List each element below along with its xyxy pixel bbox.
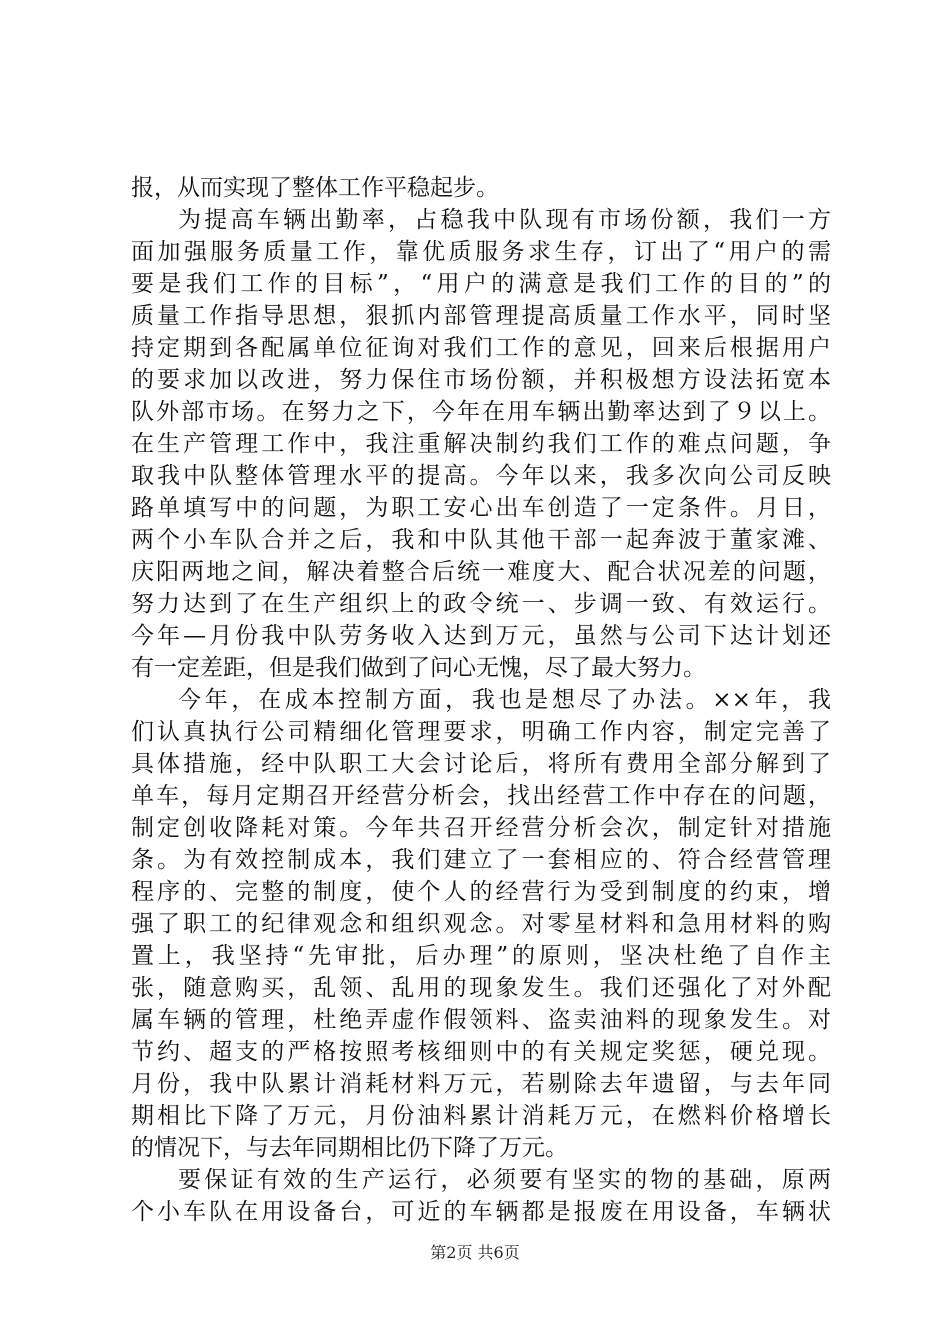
text-line: 单车，每月定期召开经营分析会，找出经营工作中存在的问题， [131,783,831,809]
text-line: 质量工作指导思想，狠抓内部管理提高质量工作水平，同时坚 [131,303,831,329]
text-line: 个小车队在用设备台，可近的车辆都是报废在用设备，车辆状 [131,1199,831,1225]
text-line: 属车辆的管理，杜绝弄虚作假领料、盗卖油料的现象发生。对 [131,1007,831,1033]
body-text [131,172,831,1228]
text-line: 置上，我坚持“先审批，后办理”的原则，坚决杜绝了自作主 [131,943,831,969]
text-line: 取我中队整体管理水平的提高。今年以来，我多次向公司反映 [131,463,831,489]
text-line: 具体措施，经中队职工大会讨论后，将所有费用全部分解到了 [131,751,831,777]
text-line: 今年—月份我中队劳务收入达到万元，虽然与公司下达计划还 [131,623,831,649]
text-line: 庆阳两地之间，解决着整合后统一难度大、配合状况差的问题， [131,559,831,585]
text-line: 条。为有效控制成本，我们建立了一套相应的、符合经营管理 [131,847,831,873]
text-line: 要是我们工作的目标”，“用户的满意是我们工作的目的”的 [131,271,831,297]
text-line: 程序的、完整的制度，使个人的经营行为受到制度的约束，增 [131,879,831,905]
text-line: 节约、超支的严格按照考核细则中的有关规定奖惩，硬兑现。 [131,1039,831,1065]
text-line: 两个小车队合并之后，我和中队其他干部一起奔波于董家滩、 [131,527,831,553]
text-line: 报，从而实现了整体工作平稳起步。 [131,175,499,201]
text-line: 面加强服务质量工作，靠优质服务求生存，订出了“用户的需 [131,239,831,265]
text-line: 的情况下，与去年同期相比仍下降了万元。 [131,1135,568,1161]
text-line: 有一定差距，但是我们做到了问心无愧，尽了最大努力。 [131,655,706,681]
text-line: 努力达到了在生产组织上的政令统一、步调一致、有效运行。 [131,591,831,617]
text-line: 的要求加以改进，努力保住市场份额，并积极想方设法拓宽本 [131,367,831,393]
text-line: 月份，我中队累计消耗材料万元，若剔除去年遗留，与去年同 [131,1071,831,1097]
text-line: 张，随意购买，乱领、乱用的现象发生。我们还强化了对外配 [131,975,831,1001]
text-line: 持定期到各配属单位征询对我们工作的意见，回来后根据用户 [131,335,831,361]
text-line: 在生产管理工作中，我注重解决制约我们工作的难点问题，争 [131,431,831,457]
text-line: 路单填写中的问题，为职工安心出车创造了一定条件。月日， [131,495,831,521]
text-line: 们认真执行公司精细化管理要求，明确工作内容，制定完善了 [131,719,831,745]
text-line: 队外部市场。在努力之下，今年在用车辆出勤率达到了９以上。 [131,399,831,425]
text-line: 今年，在成本控制方面，我也是想尽了办法。××年，我 [178,687,831,713]
page-number-footer: 第2页 共6页 [430,1243,520,1262]
text-line: 期相比下降了万元，月份油料累计消耗万元，在燃料价格增长 [131,1103,831,1129]
text-line: 要保证有效的生产运行，必须要有坚实的物的基础，原两 [178,1167,831,1193]
text-line: 制定创收降耗对策。今年共召开经营分析会次，制定针对措施 [131,815,831,841]
text-line: 强了职工的纪律观念和组织观念。对零星材料和急用材料的购 [131,911,831,937]
text-line: 为提高车辆出勤率，占稳我中队现有市场份额，我们一方 [178,207,831,233]
